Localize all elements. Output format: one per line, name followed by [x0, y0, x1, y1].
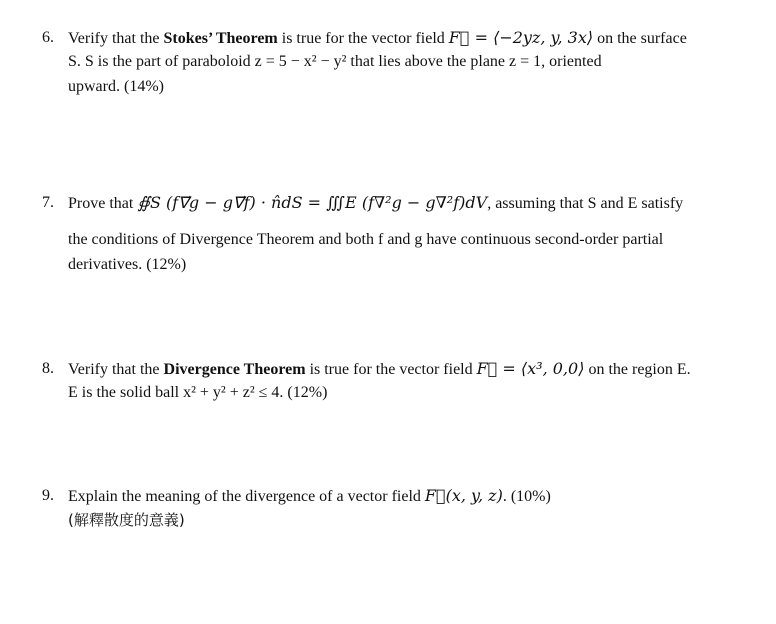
problem-6-line-1: Verify that the Stokes’ Theorem is true for the vector field F⃗ = ⟨−2yz, y, 3x⟩ on the surface — [68, 28, 687, 47]
vector-field-formula: F⃗ = ⟨−2yz, y, 3x⟩ — [448, 28, 594, 47]
problem-9-line-1: Explain the meaning of the divergence of a vector field F⃗(x, y, z). (10%) — [68, 486, 551, 505]
problem-number: 7. — [42, 194, 54, 211]
problem-number: 6. — [42, 29, 54, 46]
problem-number: 8. — [42, 360, 54, 377]
problem-8-line-2: E is the solid ball x² + y² + z² ≤ 4. (12%) — [68, 384, 328, 401]
problem-number: 9. — [42, 487, 54, 504]
problem-9-line-2: (解釋散度的意義) — [68, 511, 185, 529]
problem-6-line-2: S. S is the part of paraboloid z = 5 − x² − y² that lies above the plane z = 1, oriented — [68, 53, 602, 70]
green-identity-formula: ∯S (f∇⃗g − g∇⃗f) · n̂dS = ∭E (f∇²g − g∇²f)dV — [137, 193, 488, 212]
vector-field-formula: F⃗ = ⟨x³, 0,0⟩ — [476, 359, 585, 378]
problem-8-line-1: Verify that the Divergence Theorem is true for the vector field F⃗ = ⟨x³, 0,0⟩ on the region E. — [68, 359, 691, 378]
problem-7-line-2: the conditions of Divergence Theorem and both f and g have continuous second-order partial — [68, 231, 664, 248]
problem-6-line-3: upward. (14%) — [68, 78, 164, 95]
problem-7-line-3: derivatives. (12%) — [68, 256, 187, 273]
vector-field-formula: F⃗(x, y, z) — [424, 486, 503, 505]
problem-7-line-1: Prove that ∯S (f∇⃗g − g∇⃗f) · n̂dS = ∭E (f∇²g − g∇²f)dV, assuming that S and E satisfy — [68, 193, 684, 212]
